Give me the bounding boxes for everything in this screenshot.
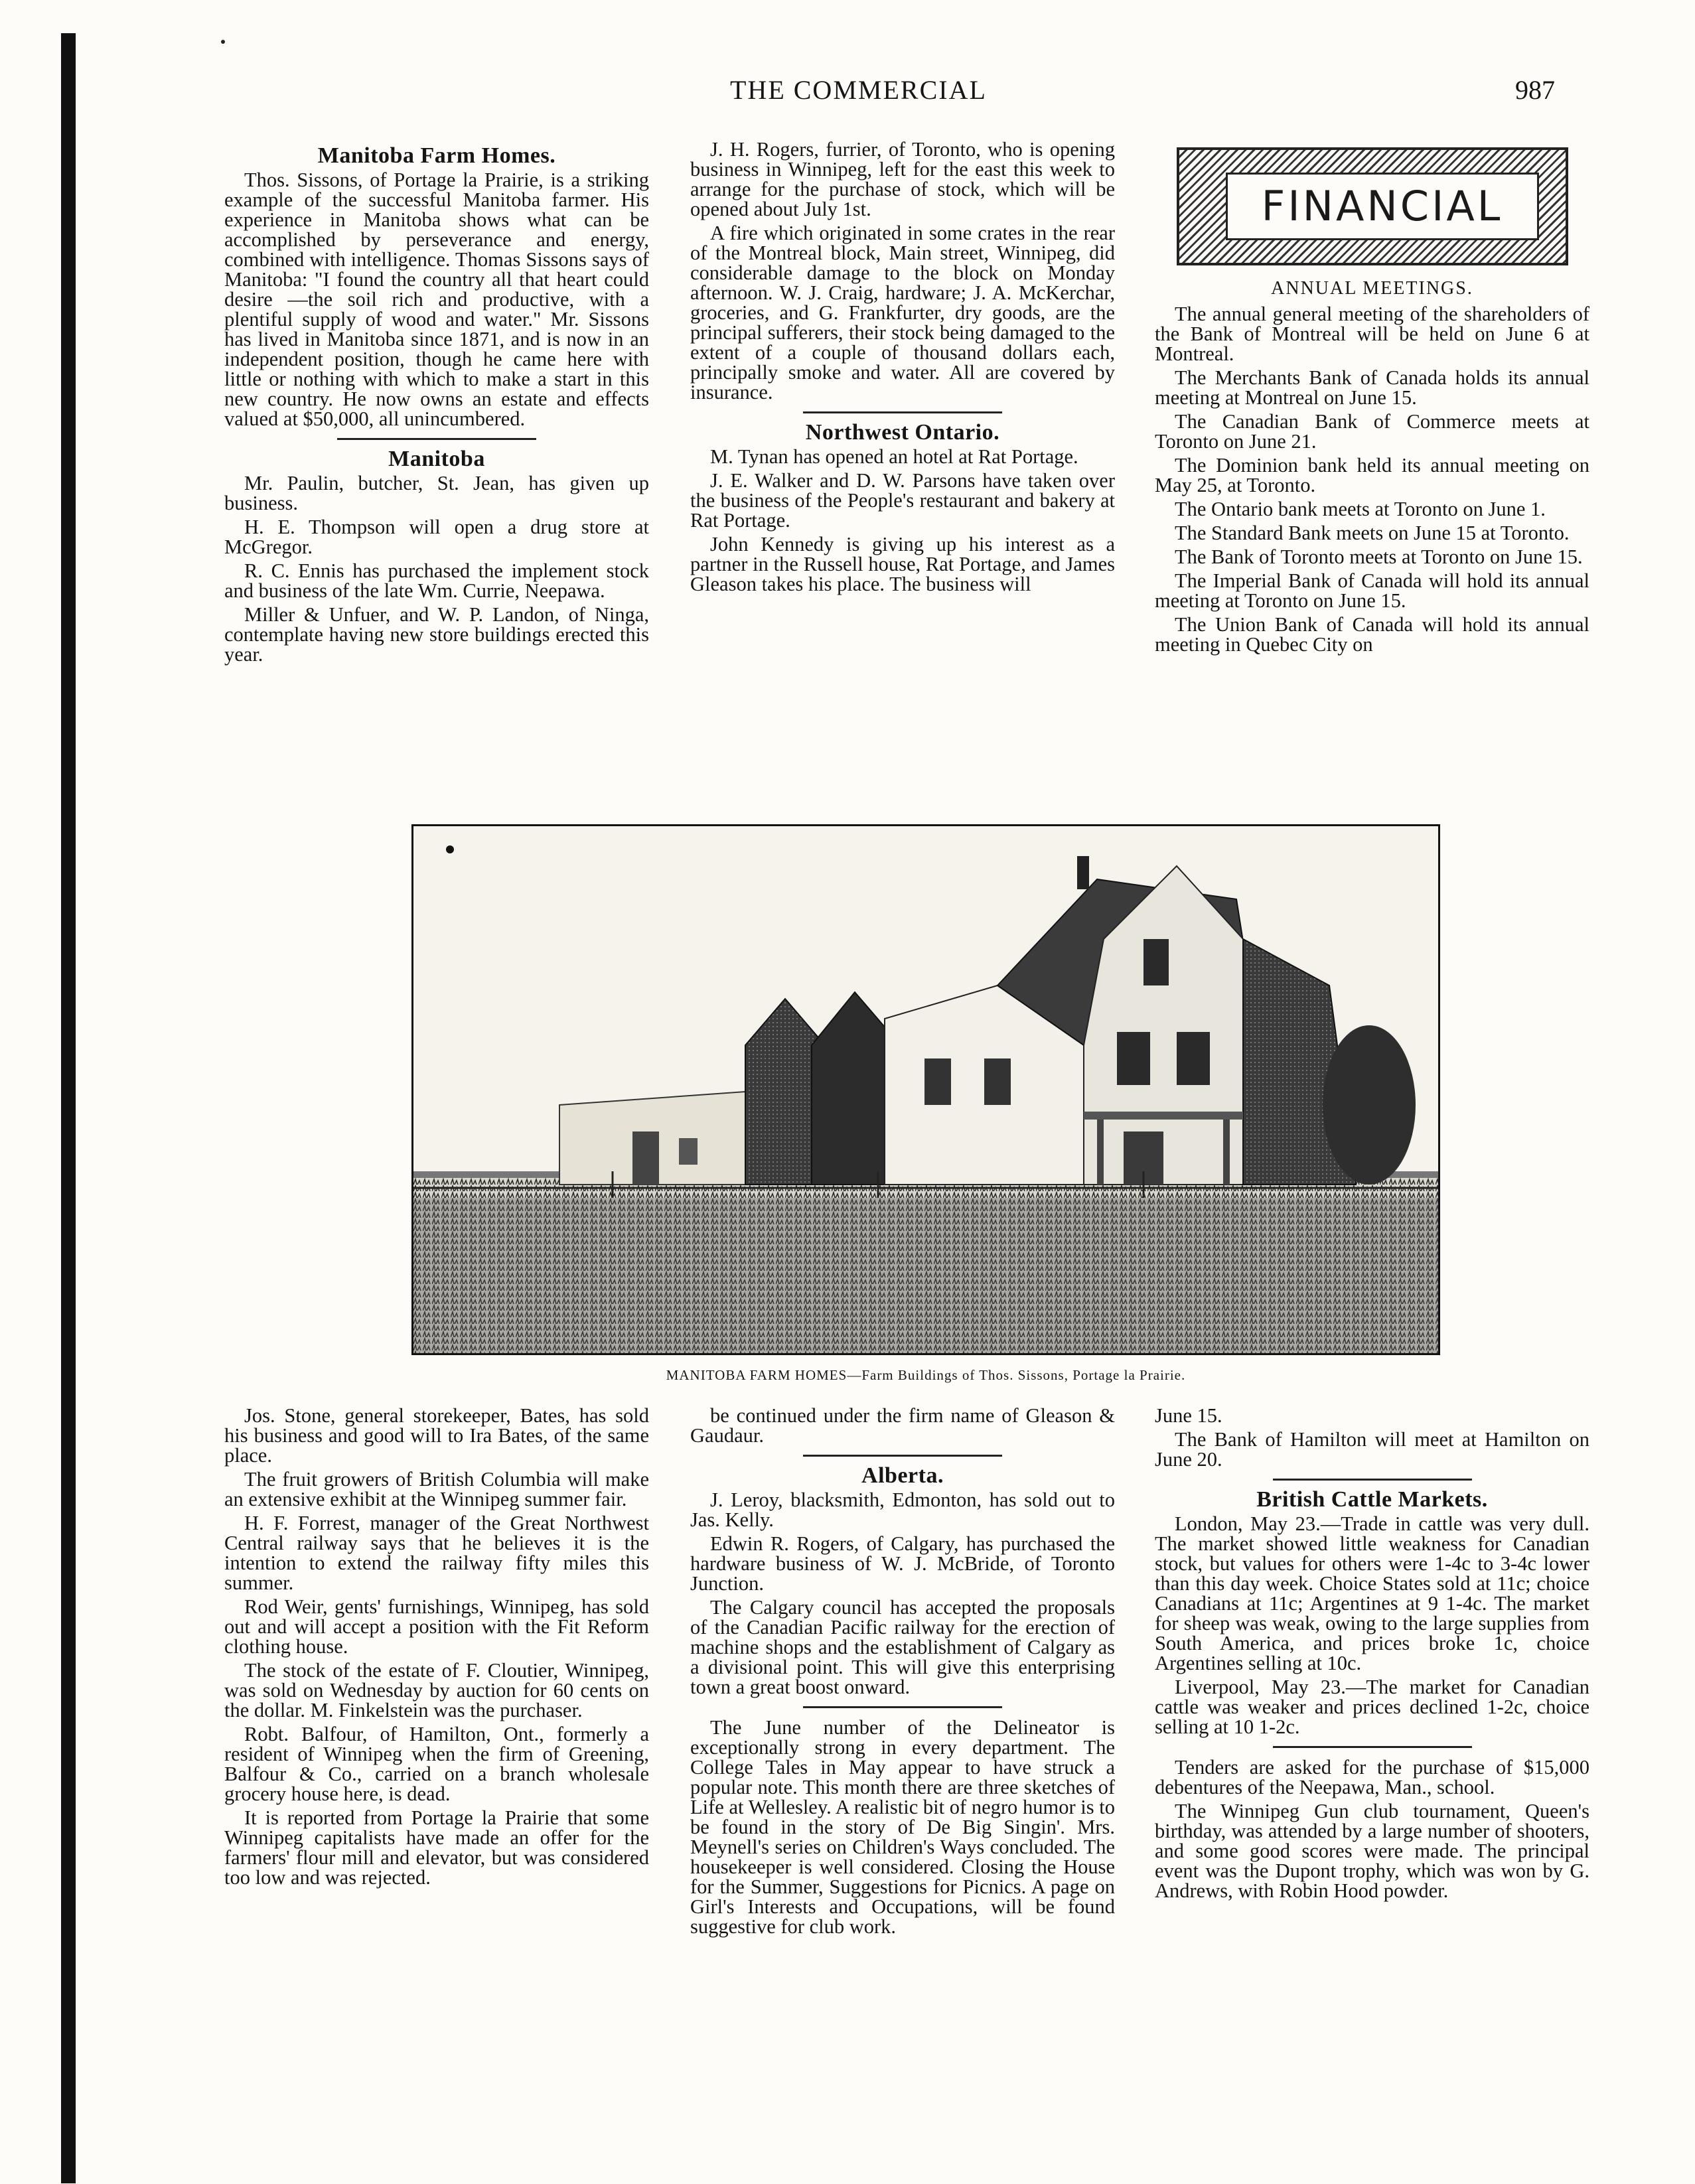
- section-heading-manitoba-farm-homes: Manitoba Farm Homes.: [317, 143, 556, 168]
- news-item: Edwin R. Rogers, of Calgary, has purchased the hardware business of W. J. McBride, of Toronto Junction.: [690, 1532, 1115, 1595]
- news-item: The Imperial Bank of Canada will hold its annual meeting at Toronto on June 15.: [1155, 569, 1589, 612]
- farm-buildings-photo: [411, 824, 1440, 1355]
- news-item: J. H. Rogers, furrier, of Toronto, who is opening business in Winnipeg, left for the east this week to arrange for the purchase of stock, which will be opened about July 1st.: [690, 138, 1115, 220]
- news-item: The Calgary council has accepted the proposals of the Canadian Pacific railway for the erection of machine shops and the establishment of Calgary as a divisional point. This will give this enterprising town a great boost onward.: [690, 1596, 1115, 1698]
- section-divider: [1273, 1746, 1472, 1748]
- column-5: [690, 1406, 1115, 1940]
- section-divider: [803, 411, 1002, 413]
- section-divider: [803, 1706, 1002, 1708]
- column-4: [224, 1406, 649, 1891]
- news-item: The Winnipeg Gun club tournament, Queen's birthday, was attended by a large number of shooters, and some good scores were made. The principal event was the Dupont trophy, which was won by G. Andrews, with Robin Hood powder.: [1155, 1800, 1589, 1902]
- news-item: It is reported from Portage la Prairie that some Winnipeg capitalists have made an offer for the farmers' flour mill and elevator, but was considered too low and was rejected.: [224, 1806, 649, 1889]
- news-item: be continued under the firm name of Gleason & Gaudaur.: [690, 1404, 1115, 1447]
- column-3: [1155, 147, 1589, 658]
- section-heading-alberta: Alberta.: [861, 1463, 944, 1488]
- financial-banner: [1177, 147, 1568, 265]
- news-item: J. E. Walker and D. W. Parsons have taken over the business of the People's restaurant and bakery at Rat Portage.: [690, 469, 1115, 532]
- news-item: The Merchants Bank of Canada holds its annual meeting at Montreal on June 15.: [1155, 366, 1589, 409]
- section-heading-british-cattle-markets: British Cattle Markets.: [1256, 1487, 1488, 1512]
- section-heading-annual-meetings: ANNUAL MEETINGS.: [1271, 278, 1473, 299]
- news-item: The Bank of Toronto meets at Toronto on June 15.: [1175, 546, 1583, 568]
- article-paragraph: Thos. Sissons, of Portage la Prairie, is a striking example of the successful Manitoba farmer. His experience in Manitoba shows what can be accomplished by perseverance and energy, combined with intelligence. Thomas Sissons says of Manitoba: "I found the country all that heart could desire —the soil rich and productive, with a plentiful supply of wood and water." Mr. Sissons has lived in Manitoba since 1871, and is now in an independent position, though he came here with little or nothing with which to make a start in this new country. He now owns an estate and effects valued at $50,000, all unincumbered.: [224, 169, 649, 430]
- news-item: R. C. Ennis has purchased the implement stock and business of the late Wm. Currie, Neepawa.: [224, 559, 649, 602]
- ink-speck: [221, 40, 225, 44]
- news-item: The Union Bank of Canada will hold its annual meeting in Quebec City on: [1155, 613, 1589, 656]
- column-6: [1155, 1406, 1589, 1905]
- news-item: The June number of the Delineator is exceptionally strong in every department. The College Tales in May appear to have struck a popular note. This month there are three sketches of Life at Wellesley. A realistic bit of negro humor is to be found in the story of De Big Singin'. Mrs. Meynell's series on Children's Ways concluded. The housekeeper is well considered. Closing the House for the Summer, Suggestions for Picnics. A page on Girl's Interests and Occupations, will be found suggestive for club work.: [690, 1716, 1115, 1938]
- column-2: [690, 139, 1115, 598]
- news-item: The Dominion bank held its annual meeting on May 25, at Toronto.: [1155, 454, 1589, 496]
- news-item: J. Leroy, blacksmith, Edmonton, has sold out to Jas. Kelly.: [690, 1489, 1115, 1531]
- news-item: The Standard Bank meets on June 15 at Toronto.: [1175, 522, 1570, 544]
- news-item: The Canadian Bank of Commerce meets at Toronto on June 21.: [1155, 410, 1589, 453]
- news-item: The stock of the estate of F. Cloutier, Winnipeg, was sold on Wednesday by auction for 60 cents on the dollar. M. Finkelstein was the purchaser.: [224, 1659, 649, 1721]
- news-item: A fire which originated in some crates in the rear of the Montreal block, Main street, Winnipeg, did considerable damage to the block on Monday afternoon. W. J. Craig, hardware; J. A. McKerchar, groceries, and G. Frankfurter, dry goods, are the principal sufferers, their stock being damaged to the extent of a couple of thousand dollars each, principally smoke and water. All are covered by insurance.: [690, 222, 1115, 403]
- page-number: 987: [1515, 75, 1555, 105]
- news-item: Mr. Paulin, butcher, St. Jean, has given up business.: [224, 472, 649, 514]
- news-item: John Kennedy is giving up his interest as a partner in the Russell house, Rat Portage, and James Gleason takes his place. The business will: [690, 533, 1115, 595]
- news-item: M. Tynan has opened an hotel at Rat Portage.: [710, 445, 1078, 468]
- news-item: Miller & Unfuer, and W. P. Landon, of Ninga, contemplate having new store buildings erected this year.: [224, 603, 649, 666]
- news-item: H. E. Thompson will open a drug store at McGregor.: [224, 516, 649, 558]
- page-header: [0, 74, 1695, 114]
- column-1: [224, 143, 649, 668]
- news-item: The fruit growers of British Columbia will make an extensive exhibit at the Winnipeg summer fair.: [224, 1468, 649, 1510]
- section-heading-manitoba: Manitoba: [388, 447, 485, 471]
- section-heading-northwest-ontario: Northwest Ontario.: [805, 420, 1000, 445]
- news-item: The Ontario bank meets at Toronto on June 1.: [1175, 498, 1546, 520]
- section-divider: [1273, 1479, 1472, 1481]
- section-divider: [337, 438, 536, 440]
- binding-edge: [61, 33, 76, 2183]
- news-item: The Bank of Hamilton will meet at Hamilton on June 20.: [1155, 1428, 1589, 1471]
- news-item: June 15.: [1155, 1404, 1222, 1427]
- news-item: H. F. Forrest, manager of the Great Northwest Central railway says that he believes it is the intention to extend the railway fifty miles this summer.: [224, 1512, 649, 1594]
- masthead-title: THE COMMERCIAL: [730, 75, 987, 105]
- news-item: Tenders are asked for the purchase of $15,000 debentures of the Neepawa, Man., school.: [1155, 1756, 1589, 1798]
- news-item: Liverpool, May 23.—The market for Canadian cattle was weaker and prices declined 1-2c, choice selling at 10 1-2c.: [1155, 1676, 1589, 1738]
- news-item: Rod Weir, gents' furnishings, Winnipeg, has sold out and will accept a position with the Fit Reform clothing house.: [224, 1595, 649, 1658]
- farmhouse-illustration: [413, 826, 1438, 1353]
- financial-banner-title: FINANCIAL: [1261, 182, 1503, 230]
- news-item: The annual general meeting of the shareholders of the Bank of Montreal will be held on June 6 at Montreal.: [1155, 303, 1589, 365]
- news-item: Jos. Stone, general storekeeper, Bates, has sold his business and good will to Ira Bates, of the same place.: [224, 1404, 649, 1467]
- news-item: Robt. Balfour, of Hamilton, Ont., formerly a resident of Winnipeg when the firm of Greening, Balfour & Co., carried on a branch wholesale grocery house here, is dead.: [224, 1723, 649, 1805]
- photo-caption: MANITOBA FARM HOMES—Farm Buildings of Thos. Sissons, Portage la Prairie.: [666, 1367, 1186, 1383]
- section-divider: [803, 1455, 1002, 1457]
- news-item: London, May 23.—Trade in cattle was very dull. The market showed little weakness for Canadian stock, but values for others were 1-4c to 3-4c lower than this day week. Choice States sold at 11c; choice Canadians at 11c; Argentines at 9 1-4c. The market for sheep was weak, owing to the large supplies from South America, and prices broke 1c, choice Argentines selling at 10c.: [1155, 1512, 1589, 1674]
